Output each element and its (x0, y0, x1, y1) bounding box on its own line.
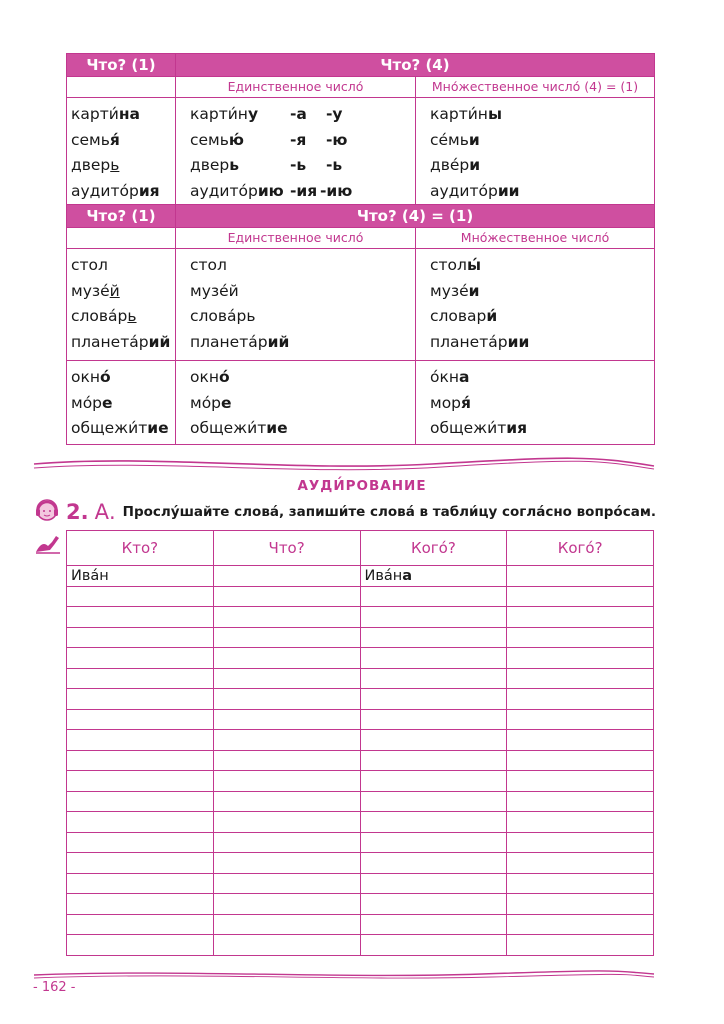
table-cell[interactable] (360, 853, 507, 874)
word: словари́ (430, 307, 498, 325)
table-row (67, 853, 654, 874)
wavy-divider (32, 452, 656, 476)
table-cell[interactable] (507, 648, 654, 669)
table-cell[interactable] (213, 627, 360, 648)
word: о́кна (430, 368, 470, 386)
header-what-accusative-2: Что? (4) = (1) (176, 205, 655, 228)
listening-icon (34, 497, 60, 527)
table-cell[interactable] (67, 894, 214, 915)
word: музе́й (190, 281, 239, 300)
table-cell[interactable] (507, 566, 654, 587)
table-cell[interactable] (67, 648, 214, 669)
table-cell[interactable] (213, 566, 360, 587)
table-cell[interactable] (507, 812, 654, 833)
word: карти́на (71, 105, 140, 123)
table-cell[interactable] (360, 750, 507, 771)
table-cell[interactable] (360, 812, 507, 833)
table-cell[interactable] (213, 730, 360, 751)
table-cell[interactable] (213, 812, 360, 833)
task-letter: А. (94, 500, 116, 524)
word: общежи́тие (71, 419, 169, 437)
table-cell[interactable] (213, 607, 360, 628)
column-header-whom-2: Кого́? (507, 531, 654, 566)
table-row (67, 812, 654, 833)
table-cell[interactable] (67, 586, 214, 607)
word-with-endings: карти́ну -а -у (190, 105, 343, 123)
table-cell[interactable] (360, 689, 507, 710)
table-cell[interactable]: Ива́н (67, 566, 214, 587)
word: общежи́тие (190, 419, 288, 437)
table-cell[interactable] (507, 668, 654, 689)
table-cell[interactable] (67, 730, 214, 751)
table-row (67, 689, 654, 710)
table-cell[interactable] (360, 894, 507, 915)
word: планета́рии (430, 332, 530, 351)
table-cell[interactable] (507, 853, 654, 874)
table-cell[interactable] (507, 586, 654, 607)
table-row (67, 791, 654, 812)
word: окно́ (71, 368, 111, 386)
table-cell[interactable] (360, 607, 507, 628)
table-cell[interactable] (213, 873, 360, 894)
word: слова́рь (71, 307, 137, 325)
header-what-nominative-2: Что? (1) (67, 205, 176, 228)
table-cell[interactable] (213, 771, 360, 792)
table-cell[interactable] (507, 750, 654, 771)
table-cell[interactable] (67, 873, 214, 894)
table-row (67, 894, 654, 915)
table-cell[interactable] (360, 648, 507, 669)
word-with-endings: дверь -ь -ь (190, 156, 343, 174)
word: аудито́рии (430, 181, 520, 200)
word: стол (71, 256, 108, 274)
table-cell[interactable] (360, 832, 507, 853)
table-row (67, 771, 654, 792)
subheader-plural-2: Мно́жественное число́ (416, 228, 655, 249)
table-row (67, 586, 654, 607)
table-cell[interactable] (213, 853, 360, 874)
word: слова́рь (190, 307, 256, 325)
table-cell[interactable] (67, 935, 214, 956)
word: се́мьи (430, 130, 480, 149)
table-cell[interactable] (67, 812, 214, 833)
word: столы́ (430, 256, 481, 274)
table-cell[interactable] (360, 914, 507, 935)
grammar-table (66, 53, 655, 445)
word: музе́й (71, 281, 120, 300)
word: дверь (71, 156, 120, 174)
word-with-endings: аудито́рию -ия -ию (190, 181, 353, 200)
table-cell[interactable] (213, 689, 360, 710)
table-row (67, 935, 654, 956)
word: мо́ре (190, 393, 232, 412)
word: семья́ (71, 130, 120, 149)
word-with-endings: семью́ -я -ю (190, 130, 348, 149)
subheader-singular-2: Единственное число́ (176, 228, 416, 249)
page-number: - 162 - (33, 980, 76, 995)
column-header-whom-1: Кого́? (360, 531, 507, 566)
table-cell[interactable] (213, 914, 360, 935)
table-row (67, 730, 654, 751)
section-title: АУДИ́РОВАНИЕ (297, 478, 427, 494)
word: моря́ (430, 393, 471, 412)
table-row (67, 914, 654, 935)
table-cell[interactable] (67, 832, 214, 853)
word: стол (190, 256, 227, 274)
table-cell[interactable] (507, 771, 654, 792)
table-row (67, 873, 654, 894)
table-cell[interactable] (507, 832, 654, 853)
table-cell[interactable] (67, 607, 214, 628)
table-cell[interactable] (507, 791, 654, 812)
table-row (67, 607, 654, 628)
column-header-who: Кто? (67, 531, 214, 566)
table-cell[interactable] (213, 648, 360, 669)
table-cell[interactable] (213, 832, 360, 853)
table-cell[interactable] (67, 771, 214, 792)
task-instruction: Прослу́шайте слова́, запиши́те слова́ в табли́цу согла́сно вопро́сам. (122, 504, 656, 520)
table-cell[interactable] (360, 730, 507, 751)
table-cell[interactable] (213, 668, 360, 689)
table-cell[interactable] (507, 730, 654, 751)
table-cell[interactable] (507, 709, 654, 730)
table-cell[interactable] (213, 709, 360, 730)
table-cell[interactable] (67, 668, 214, 689)
table-cell[interactable] (213, 586, 360, 607)
word: музе́и (430, 281, 480, 300)
table-cell[interactable] (360, 873, 507, 894)
table-row (67, 750, 654, 771)
table-row (67, 566, 654, 587)
table-cell[interactable] (360, 627, 507, 648)
table-cell[interactable] (67, 689, 214, 710)
footer-wavy-divider (32, 966, 656, 982)
task-heading (34, 498, 656, 526)
table-cell[interactable] (213, 894, 360, 915)
table-cell[interactable] (360, 668, 507, 689)
table-cell[interactable] (507, 689, 654, 710)
table-cell[interactable] (213, 750, 360, 771)
table-cell[interactable]: Ива́на (360, 566, 507, 587)
task-number: 2. (66, 500, 89, 524)
subheader-plural: Мно́жественное число́ (4) = (1) (416, 77, 655, 98)
table-row (67, 832, 654, 853)
table-row (67, 709, 654, 730)
word: мо́ре (71, 393, 113, 412)
table-row (67, 627, 654, 648)
writing-icon (34, 532, 62, 560)
word: общежи́тия (430, 419, 528, 437)
table-cell[interactable] (67, 627, 214, 648)
table-cell[interactable] (507, 935, 654, 956)
table-row (67, 668, 654, 689)
table-cell[interactable] (360, 935, 507, 956)
word: две́ри (430, 156, 481, 174)
table-cell[interactable] (213, 935, 360, 956)
table-cell[interactable] (507, 627, 654, 648)
table-cell[interactable] (507, 873, 654, 894)
word: планета́рий (190, 332, 290, 351)
column-header-what: Что? (213, 531, 360, 566)
table-cell[interactable] (507, 914, 654, 935)
table-cell[interactable] (507, 894, 654, 915)
table-cell[interactable] (360, 586, 507, 607)
table-cell[interactable] (67, 791, 214, 812)
word: аудито́рия (71, 181, 160, 200)
table-cell[interactable] (67, 750, 214, 771)
table-cell[interactable] (213, 791, 360, 812)
table-row (67, 648, 654, 669)
table-cell[interactable] (360, 771, 507, 792)
header-what-nominative: Что? (1) (67, 54, 176, 77)
table-cell[interactable] (67, 853, 214, 874)
table-cell[interactable] (507, 607, 654, 628)
exercise-table (66, 530, 654, 956)
table-cell[interactable] (67, 709, 214, 730)
word: карти́ны (430, 105, 502, 123)
word: планета́рий (71, 332, 171, 351)
table-cell[interactable] (360, 709, 507, 730)
subheader-singular: Единственное число́ (176, 77, 416, 98)
table-cell[interactable] (360, 791, 507, 812)
header-what-accusative: Что? (4) (176, 54, 655, 77)
word: окно́ (190, 368, 230, 386)
table-cell[interactable] (67, 914, 214, 935)
